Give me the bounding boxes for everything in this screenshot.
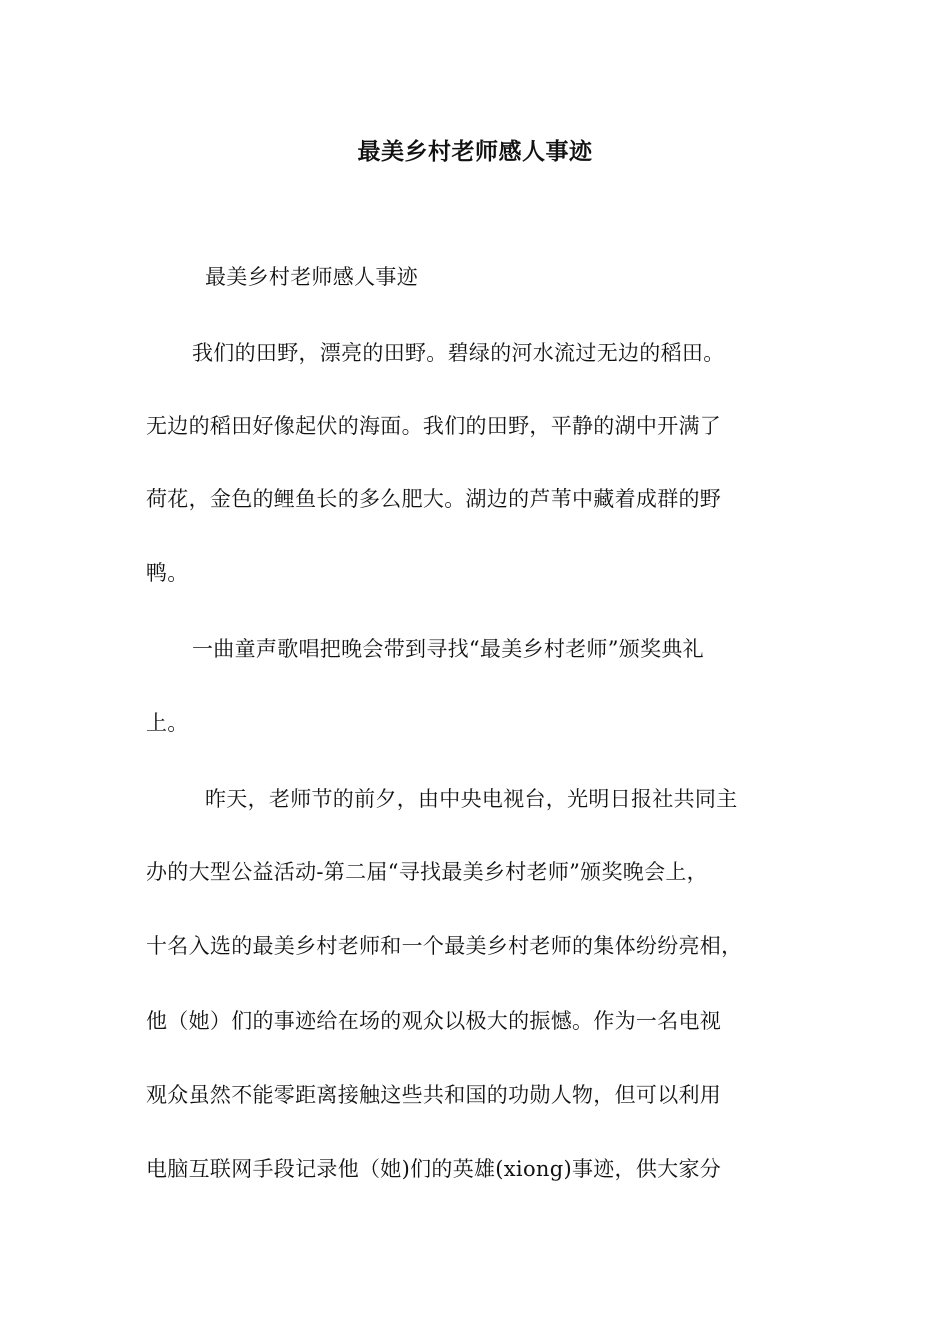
paragraph-line: 电脑互联网手段记录他（她)们的英雄(xiong)事迹，供大家分 — [146, 1157, 722, 1181]
paragraph-line: 我们的田野，漂亮的田野。碧绿的河水流过无边的稻田。 — [192, 341, 725, 365]
paragraph-line: 十名入选的最美乡村老师和一个最美乡村老师的集体纷纷亮相， — [146, 934, 743, 958]
document-title: 最美乡村老师感人事迹 — [357, 138, 593, 165]
subtitle-line: 最美乡村老师感人事迹 — [205, 265, 418, 289]
paragraph-line: 上。 — [146, 711, 189, 735]
paragraph-line: 无边的稻田好像起伏的海面。我们的田野，平静的湖中开满了 — [146, 414, 722, 438]
paragraph-line: 一曲童声歌唱把晚会带到寻找“最美乡村老师”颁奖典礼 — [192, 637, 704, 661]
paragraph-line: 鸭。 — [146, 561, 189, 585]
paragraph-line: 荷花，金色的鲤鱼长的多么肥大。湖边的芦苇中藏着成群的野 — [146, 487, 722, 511]
paragraph-line: 他（她）们的事迹给在场的观众以极大的振憾。作为一名电视 — [146, 1009, 722, 1033]
paragraph-line: 观众虽然不能零距离接触这些共和国的功勋人物，但可以利用 — [146, 1083, 722, 1107]
paragraph-line: 办的大型公益活动-第二届“寻找最美乡村老师”颁奖晚会上， — [146, 860, 708, 884]
paragraph-line: 昨天，老师节的前夕，由中央电视台，光明日报社共同主 — [205, 787, 738, 811]
